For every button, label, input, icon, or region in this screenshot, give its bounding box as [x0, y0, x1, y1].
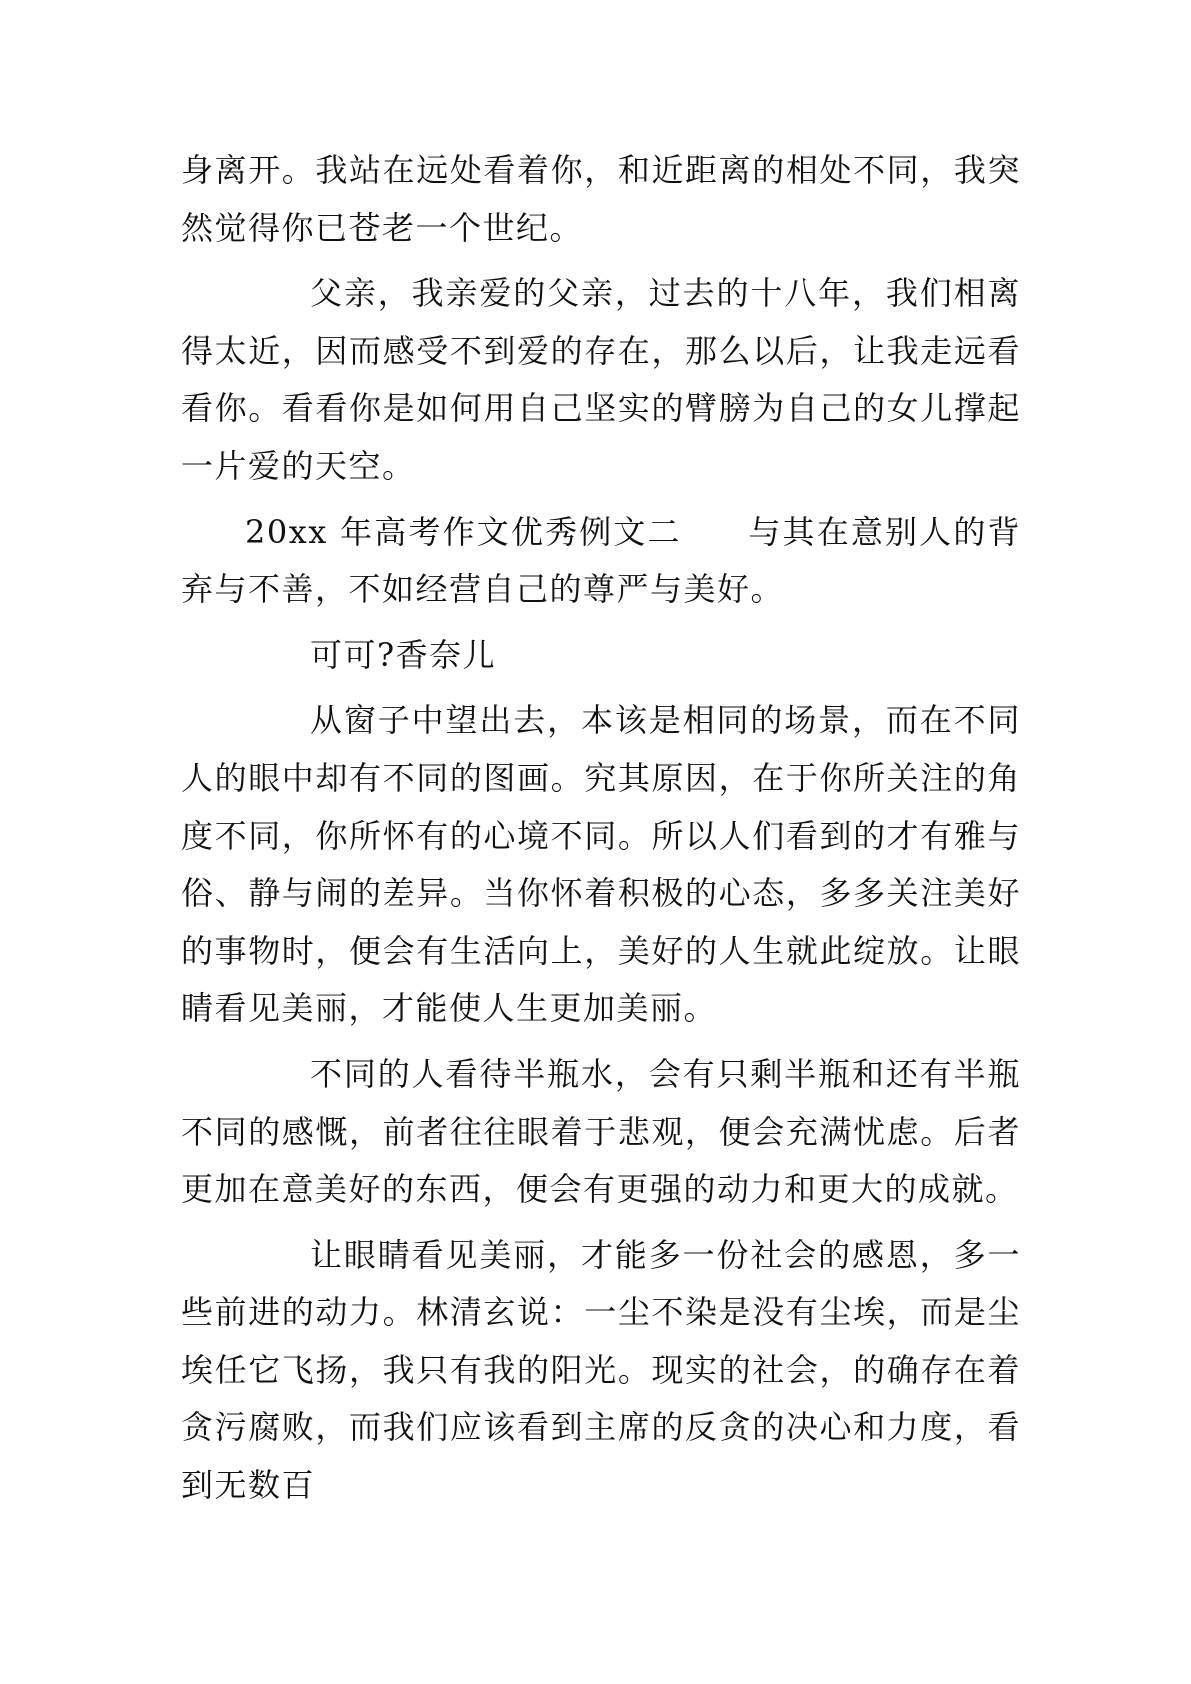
paragraph-half-bottle: 不同的人看待半瓶水，会有只剩半瓶和还有半瓶不同的感慨，前者往往眼着于悲观，便会充满忧虑。后者更加在意美好的东西，便会有更强的动力和更大的成就。	[181, 1054, 1021, 1209]
essay-heading	[181, 504, 1021, 619]
paragraph-father: 父亲，我亲爱的父亲，过去的十八年，我们相离得太近，因而感受不到爱的存在，那么以后，让我走远看看你。看看你是如何用自己坚实的臂膀为自己的女儿撑起一片爱的天空。	[181, 274, 1021, 485]
essay-title: 20xx 年高考作文优秀例文二	[245, 512, 682, 551]
essay-subtitle: 与其在意别人的背弃与不善，不如经营自己的尊严与美好。	[181, 512, 1021, 609]
document-body	[181, 142, 1021, 1523]
paragraph-window: 从窗子中望出去，本该是相同的场景，而在不同人的眼中却有不同的图画。究其原因，在于你所关注的角度不同，你所怀有的心境不同。所以人们看到的才有雅与俗、静与闹的差异。当你怀着积极的心态，多多关注美好的事物时，便会有生活向上，美好的人生就此绽放。让眼睛看见美丽，才能使人生更加美丽。	[181, 701, 1021, 1028]
essay-author: 可可?香奈儿	[310, 635, 497, 674]
paragraph-gratitude: 让眼睛看见美丽，才能多一份社会的感恩，多一些前进的动力。林清玄说：一尘不染是没有尘埃，而是尘埃任它飞扬，我只有我的阳光。现实的社会，的确存在着贪污腐败，而我们应该看到主席的反贪的决心和力度，看到无数百	[181, 1235, 1021, 1505]
paragraph-continuation: 身离开。我站在远处看着你，和近距离的相处不同，我突然觉得你已苍老一个世纪。	[181, 151, 1021, 247]
